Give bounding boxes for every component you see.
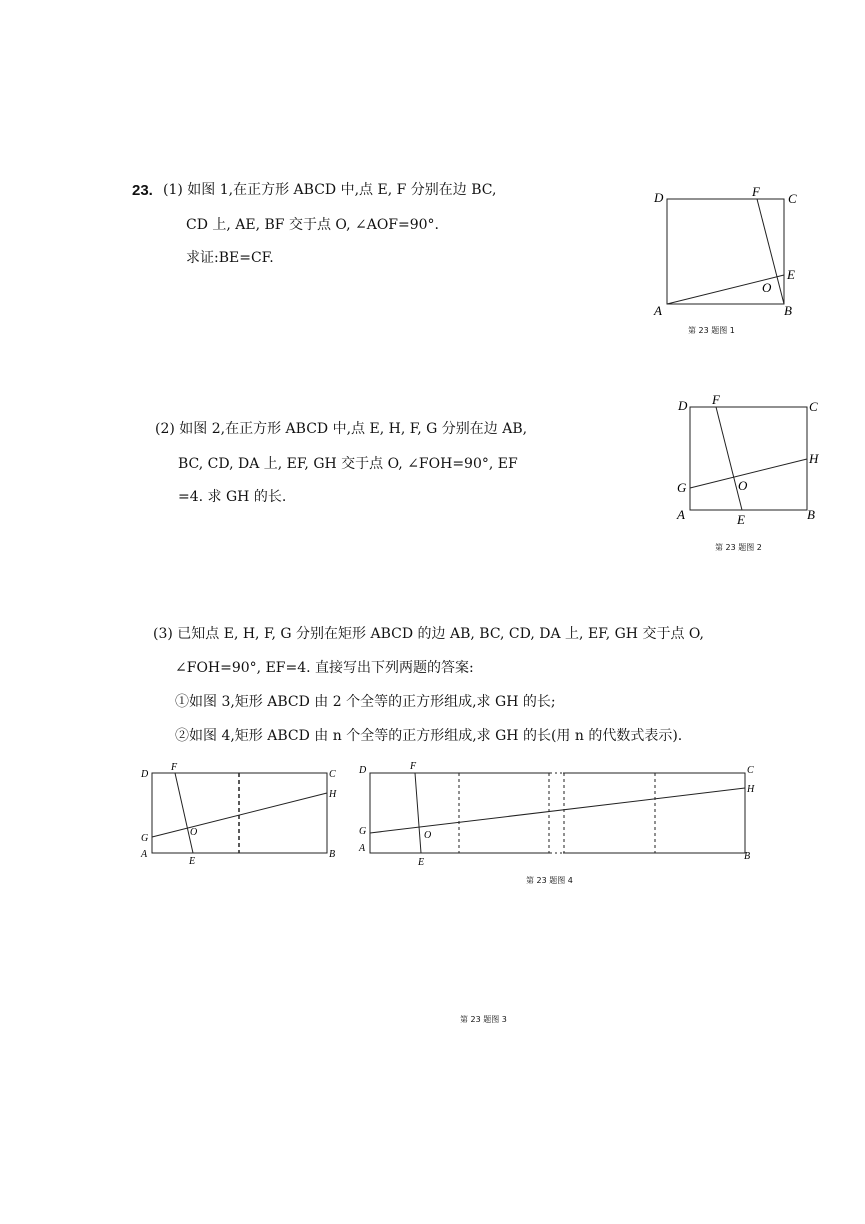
fig4-label-f: F [410, 761, 417, 772]
fig3-label-d: D [141, 769, 149, 780]
fig2-label-b: B [807, 507, 815, 522]
fig1-label-c: C [788, 191, 797, 206]
fig3-caption: 第 23 题图 3 [460, 1015, 507, 1024]
fig4-label-g: G [359, 826, 367, 837]
part1-line1: (1) 如图 1,在正方形 ABCD 中,点 E, F 分别在边 BC, [163, 182, 497, 198]
fig2-caption: 第 23 题图 2 [715, 543, 762, 552]
fig2-label-h: H [809, 451, 819, 466]
figure-3 [135, 760, 350, 870]
fig4-label-c: C [747, 765, 754, 776]
problem-number: 23. [132, 182, 153, 199]
fig3-label-o: O [190, 827, 198, 838]
fig1-label-d: D [654, 190, 664, 205]
fig1-label-b: B [784, 303, 792, 318]
figure-2 [670, 390, 830, 530]
fig3-label-g: G [141, 833, 149, 844]
fig3-label-f: F [171, 762, 178, 773]
figure-1 [640, 180, 810, 325]
fig2-square [690, 407, 807, 510]
fig2-label-f: F [712, 392, 720, 407]
part3-line1: (3) 已知点 E, H, F, G 分别在矩形 ABCD 的边 AB, BC, CD, DA 上, EF, GH 交于点 O, [153, 626, 705, 642]
fig4-label-o: O [424, 830, 432, 841]
fig1-caption: 第 23 题图 1 [688, 326, 735, 335]
fig2-label-g: G [677, 480, 687, 495]
fig3-label-c: C [329, 769, 336, 780]
fig4-label-b: B [744, 851, 751, 862]
part1-line2: CD 上, AE, BF 交于点 O, ∠AOF=90°. [186, 217, 440, 233]
fig2-segment-ef [716, 407, 742, 510]
fig4-label-a: A [359, 843, 366, 854]
fig2-label-o: O [738, 478, 748, 493]
part2-line2: BC, CD, DA 上, EF, GH 交于点 O, ∠FOH=90°, EF [178, 456, 518, 472]
fig3-segment-ef [175, 773, 193, 853]
part2-line3: =4. 求 GH 的长. [178, 489, 287, 505]
fig4-segment-ef [415, 773, 421, 853]
fig2-label-a: A [677, 507, 685, 522]
fig2-label-d: D [678, 398, 688, 413]
part2-line1: (2) 如图 2,在正方形 ABCD 中,点 E, H, F, G 分别在边 AB, [155, 421, 528, 437]
fig4-label-d: D [359, 765, 367, 776]
fig4-caption: 第 23 题图 4 [526, 876, 573, 885]
part3-line3: ①如图 3,矩形 ABCD 由 2 个全等的正方形组成,求 GH 的长; [175, 694, 556, 710]
fig3-label-a: A [141, 849, 148, 860]
fig4-label-h: H [747, 784, 755, 795]
fig3-label-e: E [189, 856, 196, 867]
fig3-rectangle [152, 773, 327, 853]
fig1-label-o: O [762, 280, 772, 295]
fig2-label-e: E [737, 512, 745, 527]
fig3-label-b: B [329, 849, 336, 860]
fig1-label-f: F [752, 184, 760, 199]
fig4-label-e: E [418, 857, 425, 868]
fig4-gap-mask [550, 771, 563, 855]
part3-line2: ∠FOH=90°, EF=4. 直接写出下列两题的答案: [175, 660, 474, 676]
part3-line4: ②如图 4,矩形 ABCD 由 n 个全等的正方形组成,求 GH 的长(用 n 的代数式表示). [175, 728, 683, 744]
fig1-label-a: A [654, 303, 662, 318]
fig2-label-c: C [809, 399, 818, 414]
fig3-label-h: H [329, 789, 337, 800]
part1-line3: 求证:BE=CF. [186, 250, 274, 266]
fig1-label-e: E [787, 267, 795, 282]
fig2-segment-gh [690, 459, 807, 488]
figure-4 [352, 760, 767, 870]
